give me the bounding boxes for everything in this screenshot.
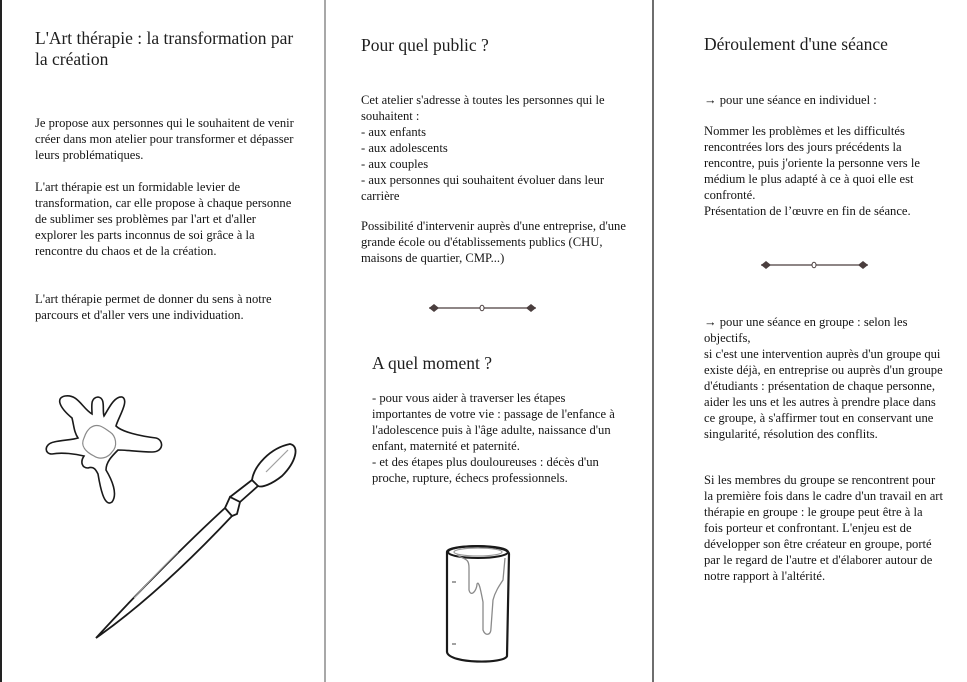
group-session-note: Si les membres du groupe se rencontrent pour la première fois dans le cadre d'un travail en art thérapie en groupe : le groupe peut être à la fois porteur et confrontant. L'enjeu est de développer son être créateur en groupe, porté par le regard de l'autre et d'élaborer autour de notre rapport à l'altérité. [704,473,943,583]
individual-session-body: Nommer les problèmes et les difficultés rencontrées lors des jours précédents la rencontre, puis j'oriente la personne vers le médium le plus adapté à ce à quoi elle est confronté. Présentation de l’œuvre en fin de séance. [704,124,920,218]
audience-item: - aux personnes qui souhaitent évoluer dans leur carrière [361,173,605,203]
audience-item: - aux adolescents [361,141,448,155]
panel-left-title: L'Art thérapie : la transformation par la création [35,28,294,69]
paint-splash-inner [83,425,116,458]
public-intro: Cet atelier s'adresse à toutes les personnes qui le souhaitent : [361,93,605,123]
paint-splash-icon [46,396,161,503]
audience-item: - aux enfants [361,125,427,139]
individual-session-heading: → pour une séance en individuel : [704,93,877,107]
individuation-paragraph: L'art thérapie permet de donner du sens à notre parcours et d'aller vers une individuation. [35,292,272,322]
group-session-body: → pour une séance en groupe : selon les objectifs, si c'est une intervention auprès d'un groupe qui existe déjà, en entreprise ou auprès d'un groupe d'étudiants : présentation de chaque personne, aider les uns et les autres à prendre place dans ce groupe, à s'affirmer tout en conservant une singularité, résolution des conflits. [704,315,943,441]
ornament-divider-icon [425,302,540,314]
moment-body: - pour vous aider à traverser les étapes importantes de votre vie : passage de l'enfance à l'adolescence puis à l'âge adulte, naissance d'un enfant, maternité et paternité. - et des étapes plus douloureuses : décès d'un proche, rupture, échecs professionnels. [372,391,615,485]
session-section-title: Déroulement d'une séance [704,34,888,54]
audience-list [361,124,626,204]
intervention-note: Possibilité d'intervenir auprès d'une entreprise, d'une grande école ou d'établissements publics (CHU, maisons de quartier, CMP...) [361,219,626,265]
ornament-divider-icon [757,259,872,271]
audience-item: - aux couples [361,157,429,171]
public-section-title: Pour quel public ? [361,35,489,55]
intro-paragraph: Je propose aux personnes qui le souhaitent de venir créer dans mon atelier pour transformer et dépasser leurs problématiques. [35,116,294,162]
paintbrush-icon [96,444,296,638]
paint-splash-and-brush-illustration [0,370,330,682]
moment-section-title: A quel moment ? [372,353,493,373]
paint-can-icon [435,540,525,670]
fold-divider-2 [652,0,654,682]
transformation-paragraph: L'art thérapie est un formidable levier de transformation, car elle propose à chaque personne de sublimer ses problèmes par l'art et d'aller explorer les parts inconnus de soi grâce à la rencontre du chaos et de la création. [35,180,292,258]
